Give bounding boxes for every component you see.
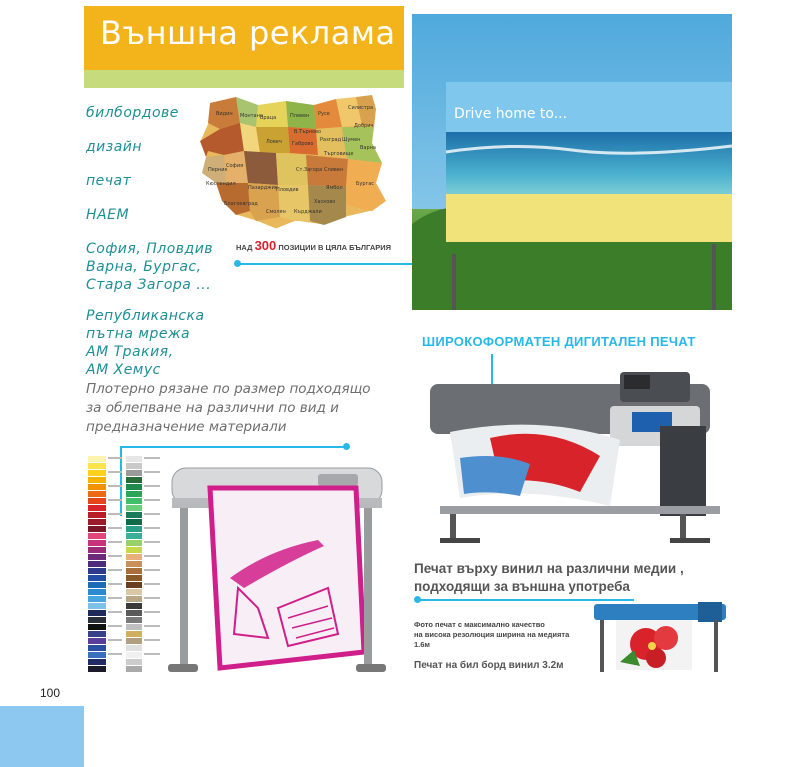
map-label: Перник bbox=[208, 167, 228, 173]
vinyl-color-swatches bbox=[88, 456, 166, 684]
map-label: Шумен bbox=[342, 137, 361, 143]
vinyl-line: Печат върху винил на различни медии , bbox=[414, 561, 684, 576]
map-label: Ловеч bbox=[266, 139, 282, 145]
map-label: Добрич bbox=[354, 123, 374, 129]
map-label: Русе bbox=[318, 111, 330, 117]
map-label: Плевен bbox=[290, 113, 310, 119]
map-label: Пазарджик bbox=[248, 185, 278, 191]
vinyl-line: подходящи за външна употреба bbox=[414, 579, 630, 594]
map-label: В.Търново bbox=[294, 129, 322, 135]
map-label: Враца bbox=[260, 115, 277, 121]
cities-block bbox=[86, 240, 213, 294]
map-label: Смолян bbox=[266, 209, 286, 215]
road-line: АМ Тракия, bbox=[86, 344, 174, 360]
map-label: Силистра bbox=[348, 105, 374, 111]
photo-print-line: 1.6м bbox=[414, 640, 430, 649]
wide-format-printer bbox=[420, 366, 740, 552]
map-label: Пловдив bbox=[276, 187, 299, 193]
billboard-photo bbox=[412, 14, 732, 310]
cutting-plotter bbox=[168, 458, 392, 686]
map-caption-suffix: ПОЗИЦИИ В ЦЯЛА БЪЛГАРИЯ bbox=[278, 243, 392, 252]
map-label: Сливен bbox=[324, 167, 344, 173]
map-label: София bbox=[226, 163, 244, 169]
map-label: Ямбол bbox=[326, 185, 343, 191]
photo-print-line: на висока резолюция ширина на медията bbox=[414, 630, 570, 639]
billboard-slogan: Drive home to... bbox=[454, 106, 568, 122]
map-label: Монтана bbox=[240, 113, 263, 119]
billboard-vinyl-text: Печат на бил борд винил 3.2м bbox=[414, 660, 564, 671]
corner-block bbox=[0, 706, 84, 767]
page-title: Външна реклама bbox=[100, 14, 396, 52]
title-strip bbox=[84, 70, 404, 88]
leader-dot bbox=[343, 443, 350, 450]
city-line: София, Пловдив bbox=[86, 241, 214, 257]
city-line: Варна, Бургас, bbox=[86, 259, 202, 275]
roads-block bbox=[86, 307, 205, 379]
service-print: печат bbox=[86, 173, 132, 189]
plotter-text bbox=[86, 380, 371, 437]
bulgaria-map bbox=[196, 93, 408, 233]
photo-print-text bbox=[414, 620, 569, 650]
road-line: Републиканска bbox=[86, 308, 205, 324]
map-label: Търговище bbox=[324, 151, 354, 157]
map-label: Видин bbox=[216, 111, 233, 117]
map-label: Бургас bbox=[356, 181, 375, 187]
photo-printer bbox=[594, 600, 726, 676]
service-design: дизайн bbox=[86, 139, 143, 155]
map-label: Габрово bbox=[292, 141, 314, 147]
map-label: Кърджали bbox=[294, 209, 322, 215]
map-caption-number: 300 bbox=[254, 238, 277, 253]
map-label: Кюстендил bbox=[206, 181, 236, 187]
digital-print-heading: ШИРОКОФОРМАТЕН ДИГИТАЛЕН ПЕЧАТ bbox=[422, 334, 696, 349]
map-label: Ст.Загора bbox=[296, 167, 323, 173]
page-number: 100 bbox=[40, 686, 61, 700]
city-line: Стара Загора ... bbox=[86, 277, 212, 293]
road-line: АМ Хемус bbox=[86, 362, 161, 378]
plotter-line: Плотерно рязане по размер подходящо bbox=[86, 381, 371, 397]
photo-print-line: Фото печат с максимално качество bbox=[414, 620, 545, 629]
map-caption bbox=[236, 238, 391, 253]
service-rent: НАЕМ bbox=[86, 207, 130, 223]
map-label: Хасково bbox=[314, 199, 336, 205]
vinyl-print-text bbox=[414, 560, 684, 596]
map-label: Разград bbox=[320, 137, 342, 143]
road-line: пътна мрежа bbox=[86, 326, 191, 342]
map-caption-prefix: НАД bbox=[236, 243, 253, 252]
plotter-line: за облепване на различни по вид и bbox=[86, 400, 339, 416]
map-label: Благоевград bbox=[224, 201, 258, 207]
plotter-line: предназначение материали bbox=[86, 419, 287, 435]
service-billboards: билбордове bbox=[86, 105, 179, 121]
map-label: Варна bbox=[360, 145, 377, 151]
leader-line bbox=[120, 446, 346, 448]
